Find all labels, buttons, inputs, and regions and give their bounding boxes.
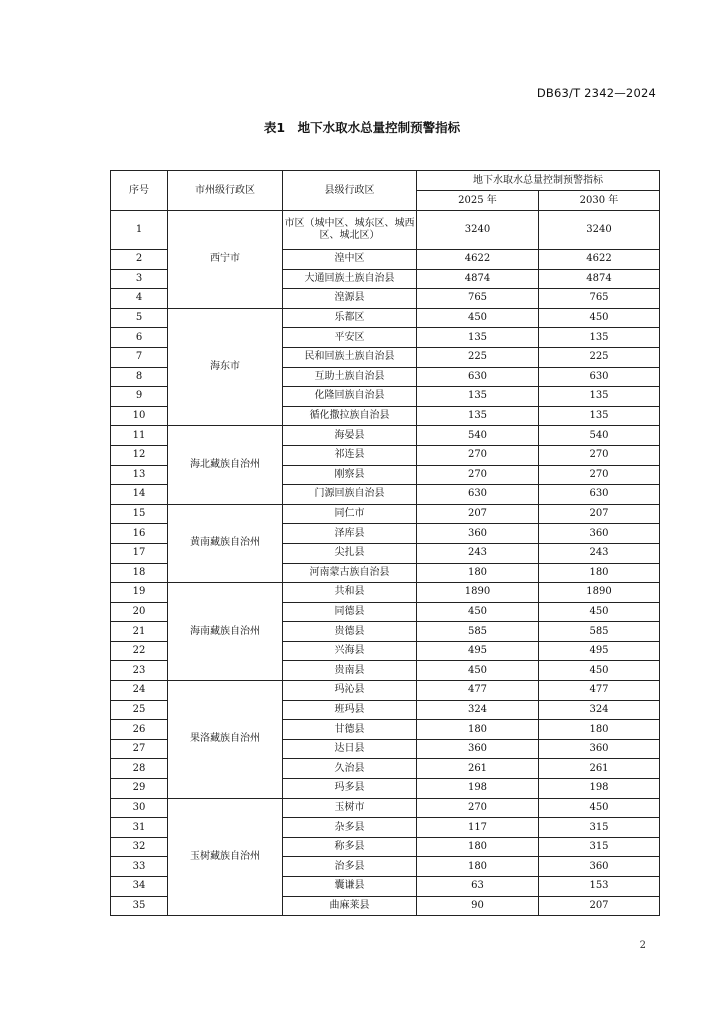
cell-2030: 585 — [539, 622, 660, 642]
table-title: 表1 地下水取水总量控制预警指标 — [263, 120, 461, 135]
cell-2030: 207 — [539, 504, 660, 524]
cell-2025: 180 — [417, 720, 539, 740]
cell-2025: 360 — [417, 524, 539, 544]
cell-seq: 23 — [111, 661, 168, 681]
cell-city: 西宁市 — [168, 211, 283, 309]
cell-2030: 495 — [539, 641, 660, 661]
cell-2030: 135 — [539, 328, 660, 348]
header-year-2030: 2030 年 — [539, 191, 660, 211]
cell-seq: 1 — [111, 211, 168, 250]
header-indicator: 地下水取水总量控制预警指标 — [417, 171, 660, 191]
cell-seq: 25 — [111, 700, 168, 720]
cell-seq: 33 — [111, 857, 168, 877]
cell-2030: 4874 — [539, 269, 660, 289]
cell-county: 治多县 — [283, 857, 417, 877]
cell-2030: 243 — [539, 543, 660, 563]
cell-2025: 1890 — [417, 583, 539, 603]
cell-county: 玛多县 — [283, 779, 417, 799]
cell-2025: 198 — [417, 779, 539, 799]
cell-2030: 135 — [539, 387, 660, 407]
cell-2030: 1890 — [539, 583, 660, 603]
cell-2030: 450 — [539, 308, 660, 328]
cell-county: 乐都区 — [283, 308, 417, 328]
cell-2030: 360 — [539, 857, 660, 877]
cell-2030: 180 — [539, 720, 660, 740]
cell-seq: 27 — [111, 739, 168, 759]
table-row — [111, 798, 660, 818]
cell-2025: 243 — [417, 543, 539, 563]
cell-county: 共和县 — [283, 583, 417, 603]
cell-county: 大通回族土族自治县 — [283, 269, 417, 289]
cell-2025: 270 — [417, 445, 539, 465]
cell-seq: 24 — [111, 681, 168, 701]
cell-2025: 135 — [417, 328, 539, 348]
cell-2030: 450 — [539, 602, 660, 622]
table-row — [111, 426, 660, 446]
cell-2030: 315 — [539, 837, 660, 857]
cell-seq: 18 — [111, 563, 168, 583]
cell-2030: 180 — [539, 563, 660, 583]
cell-2025: 630 — [417, 367, 539, 387]
cell-2025: 90 — [417, 896, 539, 916]
cell-2030: 360 — [539, 524, 660, 544]
cell-2025: 540 — [417, 426, 539, 446]
cell-seq: 28 — [111, 759, 168, 779]
cell-2025: 495 — [417, 641, 539, 661]
cell-seq: 34 — [111, 877, 168, 897]
cell-2025: 117 — [417, 818, 539, 838]
cell-2030: 630 — [539, 485, 660, 505]
cell-2025: 4874 — [417, 269, 539, 289]
cell-city: 黄南藏族自治州 — [168, 504, 283, 582]
cell-city: 海南藏族自治州 — [168, 583, 283, 681]
cell-county: 杂多县 — [283, 818, 417, 838]
cell-2030: 324 — [539, 700, 660, 720]
table-row — [111, 583, 660, 603]
header-city: 市州级行政区 — [168, 171, 283, 211]
cell-seq: 15 — [111, 504, 168, 524]
cell-2025: 270 — [417, 798, 539, 818]
cell-county: 循化撒拉族自治县 — [283, 406, 417, 426]
cell-county: 市区（城中区、城东区、城西区、城北区） — [283, 211, 417, 250]
cell-2025: 765 — [417, 289, 539, 309]
cell-2025: 450 — [417, 661, 539, 681]
cell-county: 湟源县 — [283, 289, 417, 309]
cell-seq: 32 — [111, 837, 168, 857]
cell-seq: 30 — [111, 798, 168, 818]
cell-2025: 207 — [417, 504, 539, 524]
header-year-2025: 2025 年 — [417, 191, 539, 211]
table-row — [111, 504, 660, 524]
cell-2025: 225 — [417, 347, 539, 367]
cell-seq: 26 — [111, 720, 168, 740]
cell-county: 化隆回族自治县 — [283, 387, 417, 407]
cell-county: 尖扎县 — [283, 543, 417, 563]
cell-seq: 6 — [111, 328, 168, 348]
cell-2030: 270 — [539, 445, 660, 465]
cell-county: 称多县 — [283, 837, 417, 857]
cell-2030: 261 — [539, 759, 660, 779]
cell-seq: 2 — [111, 250, 168, 270]
cell-county: 囊谦县 — [283, 877, 417, 897]
cell-city: 海东市 — [168, 308, 283, 426]
cell-2030: 630 — [539, 367, 660, 387]
cell-county: 甘德县 — [283, 720, 417, 740]
cell-county: 河南蒙古族自治县 — [283, 563, 417, 583]
cell-county: 互助土族自治县 — [283, 367, 417, 387]
cell-2025: 4622 — [417, 250, 539, 270]
cell-2025: 135 — [417, 406, 539, 426]
cell-2025: 63 — [417, 877, 539, 897]
cell-county: 平安区 — [283, 328, 417, 348]
cell-seq: 35 — [111, 896, 168, 916]
cell-2025: 450 — [417, 602, 539, 622]
cell-2025: 450 — [417, 308, 539, 328]
cell-2030: 3240 — [539, 211, 660, 250]
cell-seq: 16 — [111, 524, 168, 544]
cell-2025: 360 — [417, 739, 539, 759]
cell-county: 兴海县 — [283, 641, 417, 661]
cell-city: 海北藏族自治州 — [168, 426, 283, 504]
cell-seq: 14 — [111, 485, 168, 505]
cell-county: 玉树市 — [283, 798, 417, 818]
cell-2025: 180 — [417, 857, 539, 877]
cell-county: 曲麻莱县 — [283, 896, 417, 916]
cell-2030: 450 — [539, 661, 660, 681]
cell-county: 海晏县 — [283, 426, 417, 446]
cell-2025: 180 — [417, 563, 539, 583]
cell-county: 泽库县 — [283, 524, 417, 544]
cell-seq: 4 — [111, 289, 168, 309]
cell-2030: 135 — [539, 406, 660, 426]
cell-2030: 450 — [539, 798, 660, 818]
cell-county: 久治县 — [283, 759, 417, 779]
table-body — [111, 211, 660, 916]
cell-2030: 315 — [539, 818, 660, 838]
cell-seq: 5 — [111, 308, 168, 328]
header-county: 县级行政区 — [283, 171, 417, 211]
cell-2030: 477 — [539, 681, 660, 701]
table-row — [111, 211, 660, 250]
table-row — [111, 308, 660, 328]
cell-county: 玛沁县 — [283, 681, 417, 701]
header-seq: 序号 — [111, 171, 168, 211]
cell-2030: 225 — [539, 347, 660, 367]
cell-seq: 20 — [111, 602, 168, 622]
cell-seq: 12 — [111, 445, 168, 465]
cell-seq: 17 — [111, 543, 168, 563]
cell-2025: 135 — [417, 387, 539, 407]
cell-2025: 630 — [417, 485, 539, 505]
cell-county: 祁连县 — [283, 445, 417, 465]
cell-2025: 3240 — [417, 211, 539, 250]
cell-county: 湟中区 — [283, 250, 417, 270]
cell-county: 门源回族自治县 — [283, 485, 417, 505]
cell-seq: 22 — [111, 641, 168, 661]
cell-county: 达日县 — [283, 739, 417, 759]
cell-seq: 13 — [111, 465, 168, 485]
cell-city: 果洛藏族自治州 — [168, 681, 283, 799]
cell-county: 刚察县 — [283, 465, 417, 485]
cell-2025: 585 — [417, 622, 539, 642]
cell-2030: 153 — [539, 877, 660, 897]
cell-seq: 8 — [111, 367, 168, 387]
cell-2030: 4622 — [539, 250, 660, 270]
cell-seq: 10 — [111, 406, 168, 426]
cell-seq: 7 — [111, 347, 168, 367]
cell-seq: 11 — [111, 426, 168, 446]
cell-county: 贵德县 — [283, 622, 417, 642]
cell-2030: 270 — [539, 465, 660, 485]
cell-2025: 324 — [417, 700, 539, 720]
cell-seq: 21 — [111, 622, 168, 642]
cell-2025: 180 — [417, 837, 539, 857]
cell-seq: 9 — [111, 387, 168, 407]
cell-2030: 198 — [539, 779, 660, 799]
cell-2025: 477 — [417, 681, 539, 701]
cell-2025: 270 — [417, 465, 539, 485]
page-number: 2 — [639, 940, 646, 951]
indicator-table — [110, 170, 660, 916]
cell-county: 同仁市 — [283, 504, 417, 524]
cell-2030: 207 — [539, 896, 660, 916]
cell-2030: 765 — [539, 289, 660, 309]
cell-seq: 31 — [111, 818, 168, 838]
cell-seq: 3 — [111, 269, 168, 289]
cell-seq: 29 — [111, 779, 168, 799]
standard-code: DB63/T 2342—2024 — [536, 86, 656, 100]
cell-county: 贵南县 — [283, 661, 417, 681]
cell-2025: 261 — [417, 759, 539, 779]
cell-county: 班玛县 — [283, 700, 417, 720]
table-row — [111, 681, 660, 701]
cell-2030: 540 — [539, 426, 660, 446]
cell-county: 同德县 — [283, 602, 417, 622]
cell-seq: 19 — [111, 583, 168, 603]
cell-city: 玉树藏族自治州 — [168, 798, 283, 916]
cell-county: 民和回族土族自治县 — [283, 347, 417, 367]
cell-2030: 360 — [539, 739, 660, 759]
